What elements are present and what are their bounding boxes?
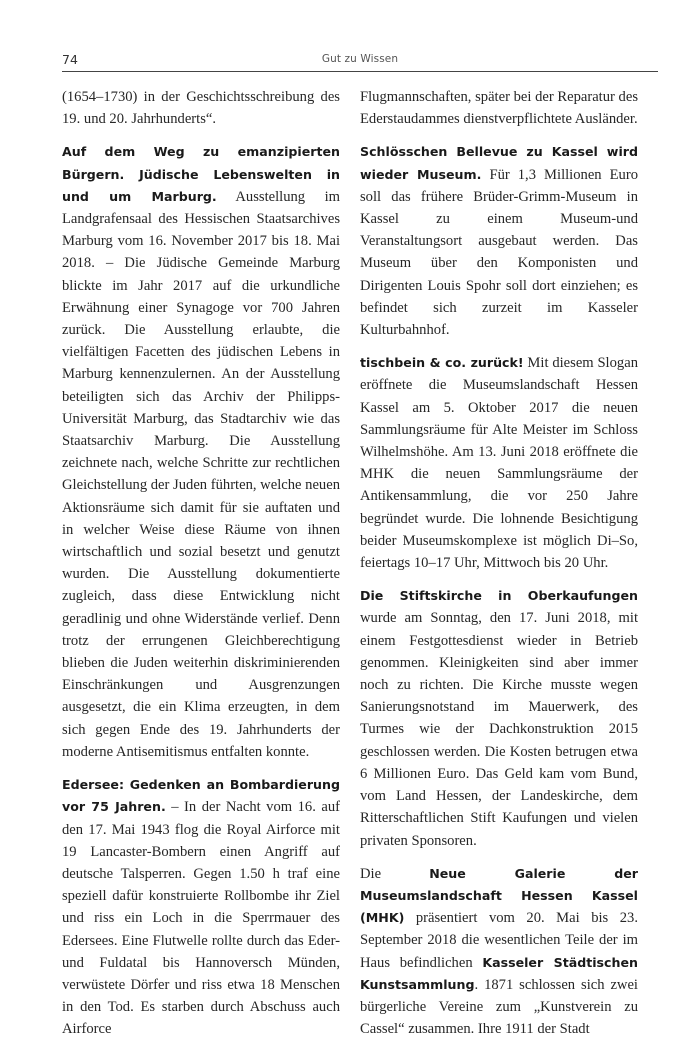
article-neue-galerie <box>360 863 638 1041</box>
article-heading: Die Stiftskirche in Oberkaufungen <box>360 588 638 604</box>
article-text: wurde am Sonntag, den 17. Juni 2018, mit einem Festgottesdienst wieder in Betrieb genommen. Kleinigkeiten sind aber immer noch zu richten. Die Kirche musste wegen Sanierungsnotstand im Mauerwerk, des Turmes wie der Dachkonstruktion 2015 geschlossen werden. Die Kosten betrugen etwa 6 Millionen Euro. Das Geld kam vom Bund, vom Land Hessen, der Landeskirche, dem Ritterschaftlichen Stift Kaufungen und vielen privaten Sponsoren. <box>360 610 638 849</box>
article-marburg <box>62 141 340 763</box>
article-lead: Die <box>360 865 430 882</box>
paragraph-continuation <box>62 86 340 130</box>
page-header <box>62 52 658 72</box>
page-number: 74 <box>62 52 78 67</box>
article-bellevue <box>360 141 638 341</box>
article-heading: Schlösschen Bellevue zu Kassel wird wieder Museum. <box>360 144 638 182</box>
article-text: Für 1,3 Millionen Euro soll das frühere Brüder-Grimm-Museum in Kassel zu einem Museum-und Veranstaltungsort ausgebaut werden. Das Museum über den Komponisten und Dirigenten Louis Spohr soll dort einziehen; es befindet sich zurzeit im Kasseler Kulturbahnhof. <box>360 166 638 339</box>
article-heading: Auf dem Weg zu emanzipierten Bürgern. Jüdische Lebenswelten in und um Marburg. <box>62 144 340 204</box>
article-text: präsentiert vom 20. Mai bis 23. September 2018 die wesentlichen Teile der im Haus befindlichen <box>360 910 638 971</box>
paragraph-text: (1654–1730) in der Geschichtsschreibung des 19. und 20. Jahrhunderts“. <box>62 89 340 128</box>
running-title: Gut zu Wissen <box>321 53 399 65</box>
article-tischbein <box>360 352 638 574</box>
article-text: – In der Nacht vom 16. auf den 17. Mai 1943 flog die Royal Airforce mit 19 Lancaster-Bombern einen Angriff auf deutsche Talsperren. Gegen 1.50 h traf eine speziell dafür konstruierte Rollbombe ihr Ziel und riss ein Loch in die Sperrmauer des Edersees. Eine Flutwelle rollte durch das Eder- und Fuldatal bis Hannoversch Münden, verwüstete Dörfer und riss etwa 18 Menschen in den Tod. Es starben durch Abschuss auch Airforce <box>62 799 340 1038</box>
left-column <box>62 86 340 1052</box>
article-subheading: Kasseler Städtischen Kunstsammlung <box>360 954 638 992</box>
article-heading: Edersee: Gedenken an Bombardierung vor 75 Jahren. <box>62 777 340 815</box>
paragraph-continuation <box>360 86 638 130</box>
article-heading: tischbein & co. zurück! <box>360 355 524 371</box>
article-stiftskirche <box>360 585 638 851</box>
article-edersee <box>62 774 340 1040</box>
article-text-continued: . 1871 schlossen sich zwei bürgerliche Vereine zum „Kunstverein zu Cassel“ zusammen. Ihre 1911 der Stadt <box>360 976 638 1038</box>
paragraph-text: Flugmannschaften, später bei der Reparatur des Ederstaudammes dienstverpflichtete Ausländer. <box>360 89 638 128</box>
article-heading: Neue Galerie der Museumslandschaft Hessen Kassel (MHK) <box>360 865 638 926</box>
right-column <box>360 86 638 1051</box>
article-text: Mit diesem Slogan eröffnete die Museumslandschaft Hessen Kassel am 5. Oktober 2017 die neuen Sammlungsräume für Alte Meister im Schloss Wilhelmshöhe. Am 13. Juni 2018 eröffnete die MHK die neuen Sammlungsräume der Antikensammlung, die vor 250 Jahre begründet wurde. Die lohnende Besichtigung beider Museumskomplexe ist möglich Di–So, feiertags 10–17 Uhr, Mittwoch bis 20 Uhr. <box>360 355 638 572</box>
article-text: Ausstellung im Landgrafensaal des Hessischen Staatsarchives Marburg vom 16. November 2017 bis 18. Mai 2018. – Die Jüdische Gemeinde Marburg blickte im Jahr 2017 auf die urkundliche Erwähnung einer Synagoge vor 700 Jahren zurück. Die Ausstellung erlaubte, die vielfältigen Facetten des jüdischen Lebens in Marburg kennenzulernen. An der Ausstellung beteiligten sich das Archiv der Philipps-Universität Marburg, das Stadtarchiv wie das Staatsarchiv Marburg. Die Ausstellung zeichnete nach, welche Schritte zur rechtlichen Gleichstellung der Juden führten, welche neuen Aktionsräume sich damit für sie auftaten und in welcher Weise diese Räume von ihnen wirtschaftlich und sozial besetzt und genutzt wurden. Die Ausstellung dokumentierte zugleich, dass diese Entwicklung nicht geradlinig und ohne Widerstände verlief. Denn trotz der errungenen Gleichberechtigung blieben die Juden weiterhin diskriminierenden Einschränkungen und Ausgrenzungen ausgesetzt, die ein Klima erzeugten, in dem sich gegen Ende des 19. Jahrhunderts der moderne Antisemitismus entfalten konnte. <box>62 188 340 760</box>
header-rule <box>62 71 658 72</box>
